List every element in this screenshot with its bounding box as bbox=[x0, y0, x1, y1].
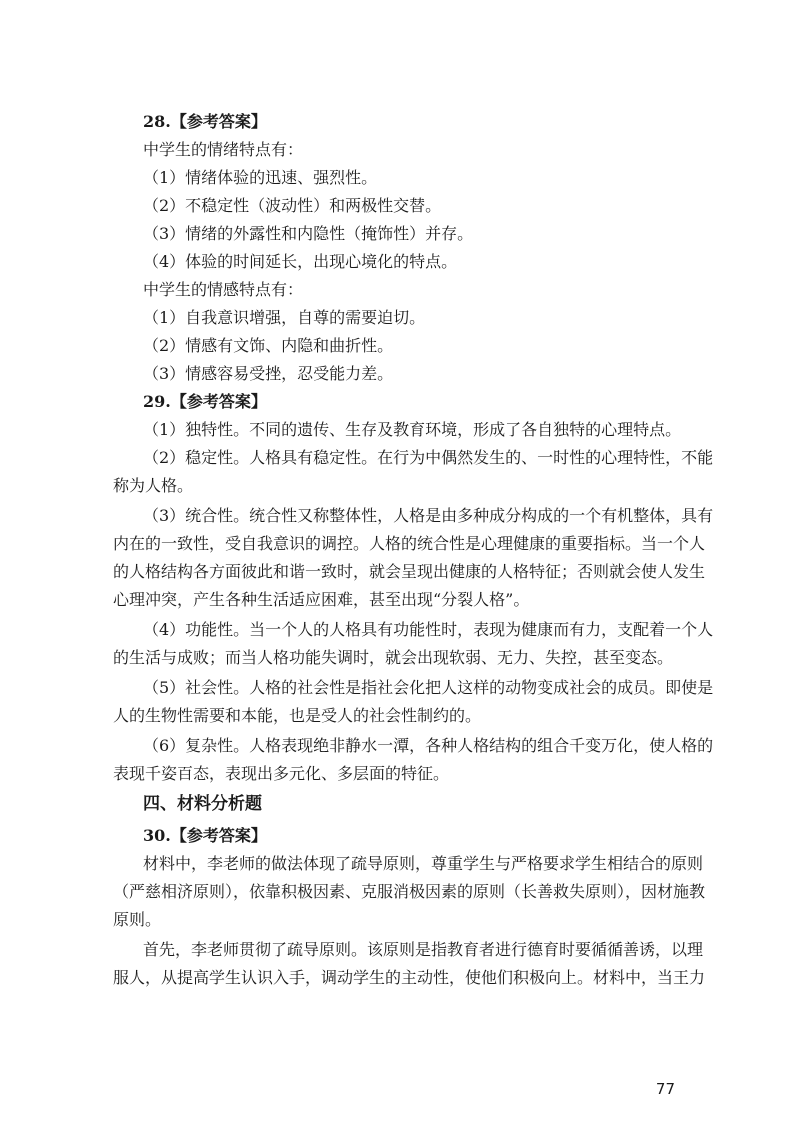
q30-paragraph-line: 材料中，李老师的做法体现了疏导原则，尊重学生与严格要求学生相结合的原则 bbox=[143, 854, 704, 873]
document-body bbox=[113, 108, 714, 992]
q29-paragraph-line: （6）复杂性。人格表现绝非静水一潭，各种人格结构的组合千变万化，使人格的 bbox=[143, 736, 714, 755]
q30-paragraph-line: 首先，李老师贯彻了疏导原则。该原则是指教育者进行德育时要循循善诱，以理 bbox=[143, 940, 704, 959]
q29-paragraph-line: 心理冲突，产生各种生活适应困难，甚至出现“分裂人格”。 bbox=[113, 590, 530, 609]
q29-heading: 29.【参考答案】 bbox=[143, 392, 267, 411]
q30-paragraph-line: 服人，从提高学生认识入手，调动学生的主动性，使他们积极向上。材料中，当王力 bbox=[113, 968, 706, 987]
q29-paragraph-line: 的人格结构各方面彼此和谐一致时，就会呈现出健康的人格特征；否则就会使人发生 bbox=[113, 562, 706, 581]
q30-paragraph-line: （严慈相济原则），依靠积极因素、克服消极因素的原则（长善救失原则），因材施教 bbox=[113, 882, 706, 901]
q28-item: （2）情感有文饰、内隐和曲折性。 bbox=[143, 336, 394, 355]
q28-item: （1）情绪体验的迅速、强烈性。 bbox=[143, 168, 378, 187]
page-number: 77 bbox=[655, 1080, 675, 1098]
q29-paragraph-line: （1）独特性。不同的遗传、生存及教育环境，形成了各自独特的心理特点。 bbox=[143, 420, 682, 439]
q29-paragraph-line: （2）稳定性。人格具有稳定性。在行为中偶然发生的、一时性的心理特性，不能 bbox=[143, 448, 714, 467]
q28-item: （3）情感容易受挫，忍受能力差。 bbox=[143, 364, 394, 383]
q28-item: （1）自我意识增强，自尊的需要迫切。 bbox=[143, 308, 426, 327]
q29-paragraph-line: 表现千姿百态，表现出多元化、多层面的特征。 bbox=[113, 764, 450, 783]
q28-intro-emotion: 中学生的情绪特点有： bbox=[143, 140, 304, 159]
q28-item: （3）情绪的外露性和内隐性（掩饰性）并存。 bbox=[143, 224, 474, 243]
q29-paragraph-line: 人的生物性需要和本能，也是受人的社会性制约的。 bbox=[113, 706, 482, 725]
q29-paragraph-line: （4）功能性。当一个人的人格具有功能性时，表现为健康而有力，支配着一个人 bbox=[143, 620, 714, 639]
q29-paragraph-line: 称为人格。 bbox=[113, 476, 194, 495]
q29-paragraph-line: （3）统合性。统合性又称整体性，人格是由多种成分构成的一个有机整体，具有 bbox=[143, 506, 714, 525]
q28-heading: 28.【参考答案】 bbox=[143, 112, 267, 131]
q29-paragraph-line: （5）社会性。人格的社会性是指社会化把人这样的动物变成社会的成员。即使是 bbox=[143, 678, 714, 697]
q30-heading: 30.【参考答案】 bbox=[143, 826, 267, 845]
q28-intro-feeling: 中学生的情感特点有： bbox=[143, 280, 304, 299]
q29-paragraph-line: 内在的一致性，受自我意识的调控。人格的统合性是心理健康的重要指标。当一个人 bbox=[113, 534, 706, 553]
q28-item: （2）不稳定性（波动性）和两极性交替。 bbox=[143, 196, 442, 215]
q29-paragraph-line: 的生活与成败；而当人格功能失调时，就会出现软弱、无力、失控，甚至变态。 bbox=[113, 648, 674, 667]
q30-paragraph-line: 原则。 bbox=[113, 910, 162, 929]
q28-item: （4）体验的时间延长，出现心境化的特点。 bbox=[143, 252, 458, 271]
section-title: 四、材料分析题 bbox=[143, 794, 262, 814]
